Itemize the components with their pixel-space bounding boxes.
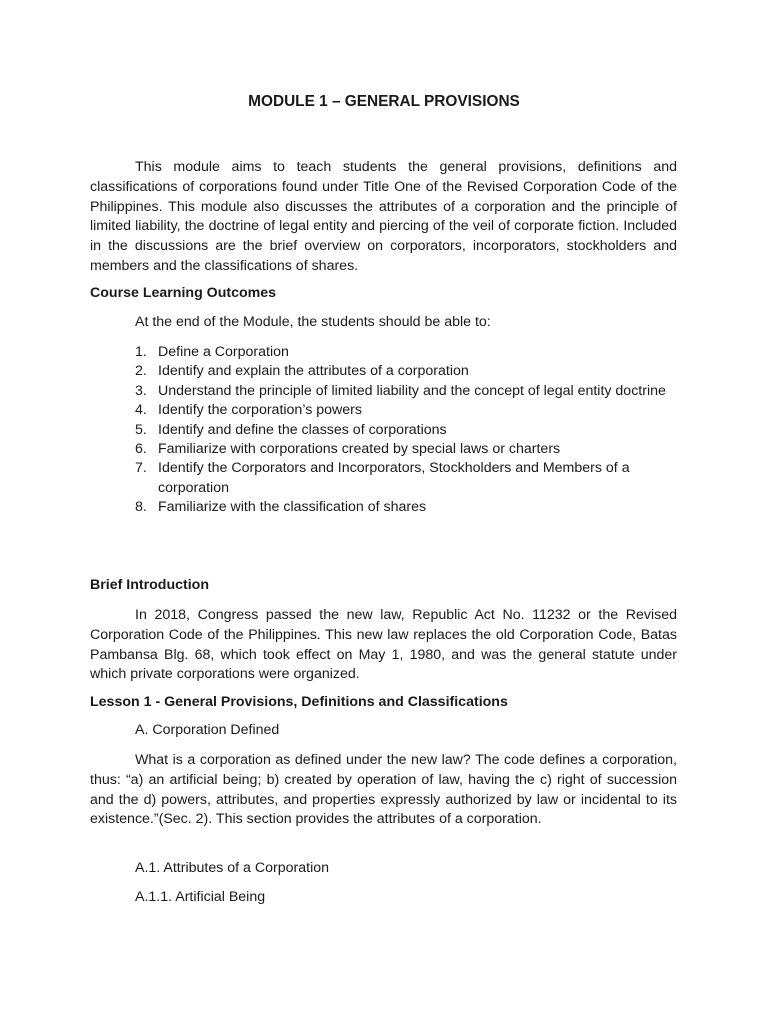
brief-intro-paragraph: In 2018, Congress passed the new law, Republic Act No. 11232 or the Revised Corporation Code of the Philippines. This new law replaces the old Corporation Code, Batas Pambansa Blg. 68, which took effect on May 1, 1980, and was the general statute under which private corporations were organized. xyxy=(90,607,677,683)
subsection-a11: A.1.1. Artificial Being xyxy=(135,889,266,905)
section-a-paragraph: What is a corporation as defined under the new law? The code defines a corporation, thus: “a) an artificial being; b) created by operation of law, having the c) right of succession and the d) powers, attributes, and properties expressly authorized by law or incidental to its existence.”(Sec. 2). This section provides the attributes of a corporation. xyxy=(90,752,677,828)
list-item: 2. Identify and explain the attributes of a corporation xyxy=(135,363,469,380)
list-item: 7. Identify the Corporators and Incorporators, Stockholders and Members of a corporation xyxy=(135,460,630,496)
outcomes-lead: At the end of the Module, the students should be able to: xyxy=(135,314,491,330)
outcomes-list xyxy=(135,343,675,518)
list-item: 6. Familiarize with corporations created by special laws or charters xyxy=(135,441,561,458)
page-title: MODULE 1 – GENERAL PROVISIONS xyxy=(248,93,520,110)
list-item: 8. Familiarize with the classification of shares xyxy=(135,499,427,516)
list-item: 4. Identify the corporation’s powers xyxy=(135,402,362,419)
list-item: 5. Identify and define the classes of corporations xyxy=(135,421,447,438)
lesson-heading: Lesson 1 - General Provisions, Definitions and Classifications xyxy=(90,694,508,710)
section-a-heading: A. Corporation Defined xyxy=(135,722,280,738)
outcomes-heading: Course Learning Outcomes xyxy=(90,285,277,301)
list-item: 1. Define a Corporation xyxy=(135,344,289,360)
brief-intro-heading: Brief Introduction xyxy=(90,577,210,593)
list-item: 3. Understand the principle of limited liability and the concept of legal entity doctrine xyxy=(135,382,666,399)
intro-paragraph: This module aims to teach students the general provisions, definitions and classifications of corporations found under Title One of the Revised Corporation Code of the Philippines. This module also discusses the attributes of a corporation and the principle of limited liability, the doctrine of legal entity and piercing of the veil of corporate fiction. Included in the discussions are the brief overview on corporators, incorporators, stockholders and members and the classifications of shares. xyxy=(90,159,677,274)
subsection-a1: A.1. Attributes of a Corporation xyxy=(135,860,330,876)
